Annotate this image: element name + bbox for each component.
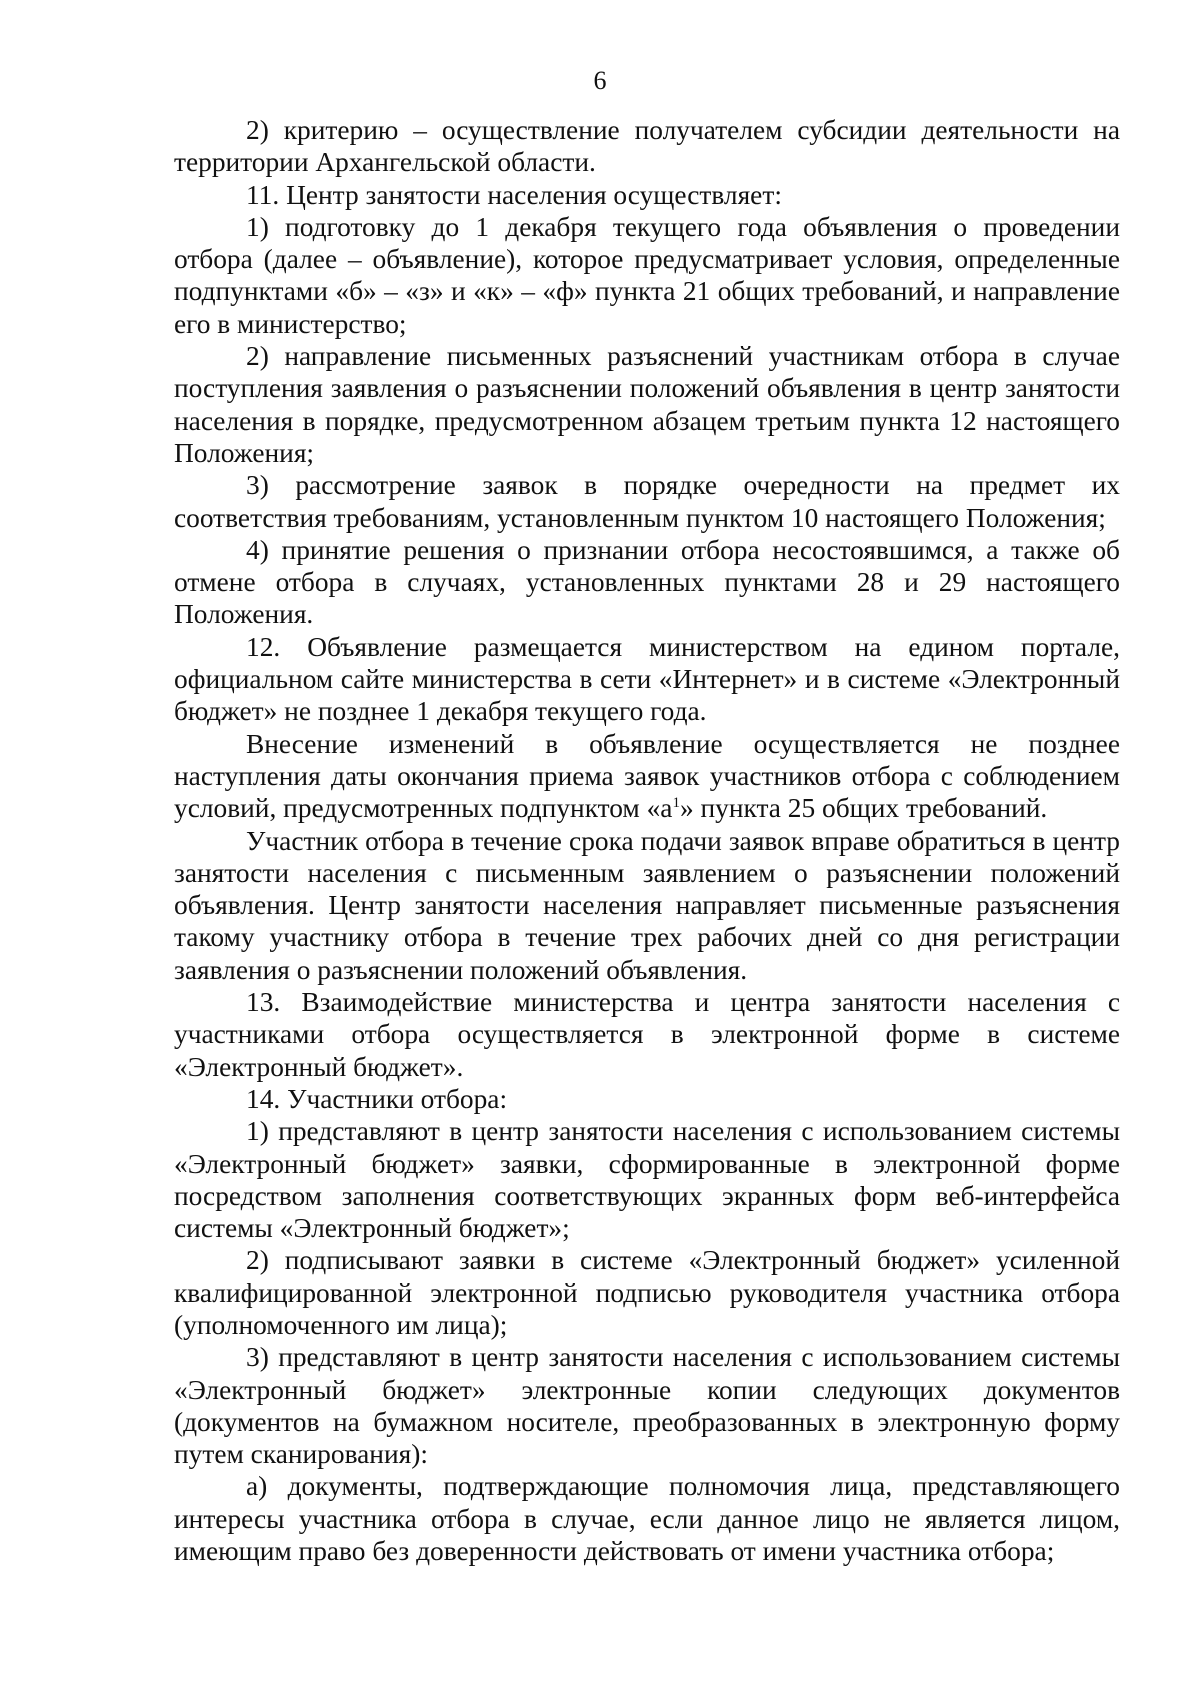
page-number: 6 bbox=[593, 66, 607, 95]
paragraph-12-changes bbox=[174, 728, 1120, 825]
paragraph-14-item-2: 2) подписывают заявки в системе «Электронный бюджет» усиленной квалифицированной электронной подписью руководителя участника отбора (уполномоченного им лица); bbox=[174, 1245, 1120, 1340]
paragraph-criterion-2: 2) критерию – осуществление получателем субсидии деятельности на территории Архангельской области. bbox=[174, 115, 1120, 178]
paragraph-12-changes-tail: » пункта 25 общих требований. bbox=[679, 793, 1048, 824]
paragraph-section-11: 11. Центр занятости населения осуществляет: bbox=[246, 179, 782, 210]
paragraph-section-12: 12. Объявление размещается министерством на едином портале, официальном сайте министерства в сети «Интернет» и в системе «Электронный бюджет» не позднее 1 декабря текущего года. bbox=[174, 631, 1120, 727]
paragraph-14-item-3a: а) документы, подтверждающие полномочия лица, представляющего интересы участника отбора в случае, если данное лицо не является лицом, имеющим право без доверенности действовать от имени участника отбора; bbox=[174, 1471, 1120, 1567]
paragraph-section-14: 14. Участники отбора: bbox=[246, 1083, 508, 1114]
document-body bbox=[174, 114, 1120, 1567]
paragraph-11-item-2: 2) направление письменных разъяснений участникам отбора в случае поступления заявления о разъяснении положений объявления в центр занятости населения в порядке, предусмотренном абзацем третьим пункта 12 настоящего Положения; bbox=[174, 341, 1120, 468]
superscript-index: 1 bbox=[672, 795, 680, 812]
paragraph-12-clarification: Участник отбора в течение срока подачи заявок вправе обратиться в центр занятости населения с письменным заявлением о разъяснении положений объявления. Центр занятости населения направляет письменные разъяснения такому участнику отбора в течение трех рабочих дней со дня регистрации заявления о разъяснении положений объявления. bbox=[174, 825, 1120, 985]
paragraph-11-item-4: 4) принятие решения о признании отбора несостоявшимся, а также об отмене отбора в случаях, установленных пунктами 28 и 29 настоящего Положения. bbox=[174, 534, 1120, 630]
paragraph-11-item-1: 1) подготовку до 1 декабря текущего года объявления о проведении отбора (далее – объявление), которое предусматривает условия, определенные подпунктами «б» – «з» и «к» – «ф» пункта 21 общих требований, и направление его в министерство; bbox=[174, 211, 1120, 339]
paragraph-14-item-3: 3) представляют в центр занятости населения с использованием системы «Электронный бюджет» электронные копии следующих документов (документов на бумажном носителе, преобразованных в электронную форму путем сканирования): bbox=[174, 1342, 1120, 1470]
paragraph-11-item-3: 3) рассмотрение заявок в порядке очередности на предмет их соответствия требованиям, установленным пунктом 10 настоящего Положения; bbox=[174, 470, 1120, 533]
paragraph-14-item-1: 1) представляют в центр занятости населения с использованием системы «Электронный бюджет» заявки, сформированные в электронной форме посредством заполнения соответствующих экранных форм веб-интерфейса системы «Электронный бюджет»; bbox=[174, 1116, 1120, 1244]
paragraph-12-changes-text: Внесение изменений в объявление осуществляется не позднее наступления даты окончания приема заявок участников отбора с соблюдением условий, предусмотренных подпунктом «а bbox=[174, 728, 1120, 824]
paragraph-section-13: 13. Взаимодействие министерства и центра занятости населения с участниками отбора осуществляется в электронной форме в системе «Электронный бюджет». bbox=[174, 987, 1120, 1082]
